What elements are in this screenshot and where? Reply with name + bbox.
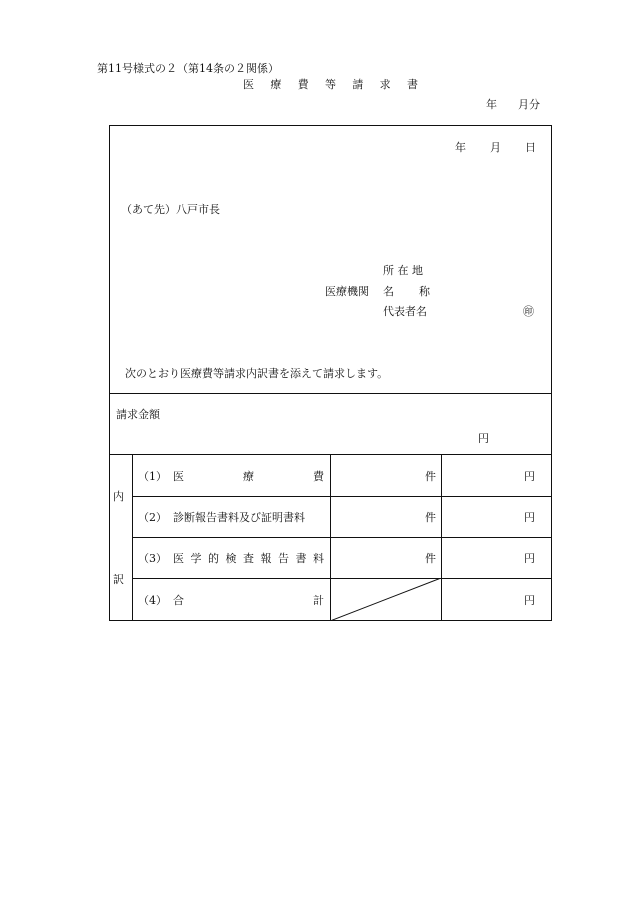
row-3-yen-unit: 円 (524, 552, 535, 565)
label-char: 費 (313, 470, 324, 483)
title-char: 療 (270, 78, 282, 91)
title-char: 医 (243, 78, 254, 91)
row-2-label: 診断報告書料及び証明書料 (173, 511, 305, 524)
row-1-label (173, 471, 324, 482)
breakdown-label-bottom: 訳 (113, 573, 124, 586)
label-char: 学 (190, 552, 202, 565)
title-char: 等 (324, 78, 336, 91)
request-statement: 次のとおり医療費等請求内訳書を添えて請求します。 (125, 367, 389, 380)
title-char: 求 (379, 78, 391, 91)
label-char: 的 (208, 552, 219, 565)
row-4-label (173, 595, 324, 606)
document-title (243, 79, 418, 90)
label-char: 査 (243, 552, 254, 565)
label-char: 検 (225, 552, 237, 565)
row-2-yen-unit: 円 (524, 511, 535, 524)
row-1-yen-unit: 円 (524, 470, 535, 483)
period-month-label: 月分 (518, 98, 540, 111)
representative-label: 代表者名 (383, 305, 427, 318)
row-3-label (173, 553, 324, 564)
addressee: （あて先）八戸市長 (121, 203, 220, 216)
institution-group-label: 医療機関 (325, 285, 369, 298)
label-char: 医 (173, 552, 184, 565)
date-day-label: 日 (525, 141, 536, 154)
row-3-number: （3） (138, 552, 167, 565)
label-char: 合 (173, 594, 184, 607)
period-year-label: 年 (486, 98, 497, 111)
date-month-label: 月 (490, 141, 501, 154)
title-char: 費 (297, 78, 309, 91)
column-divider (132, 454, 133, 621)
name-label-char: 名 (383, 285, 394, 298)
title-char: 書 (406, 78, 418, 91)
form-number: 第11号様式の２（第14条の２関係） (97, 62, 279, 75)
amount-yen-unit: 円 (478, 432, 489, 445)
row-divider (132, 537, 552, 538)
row-1-count-unit: 件 (425, 470, 436, 483)
label-char: 医 (173, 470, 184, 483)
label-char: 書 (295, 552, 307, 565)
label-char: 療 (243, 470, 254, 483)
row-2-number: （2） (138, 511, 167, 524)
row-1-number: （1） (138, 470, 167, 483)
row-divider (132, 496, 552, 497)
seal-mark: ㊞ (523, 305, 534, 318)
address-label: 所 在 地 (383, 264, 423, 277)
diagonal-strike (330, 578, 442, 621)
label-char: 料 (313, 552, 324, 565)
institution-name-label (383, 286, 430, 297)
breakdown-label-top: 内 (113, 490, 124, 503)
row-3-count-unit: 件 (425, 552, 436, 565)
section-divider (109, 393, 552, 394)
label-char: 計 (313, 594, 324, 607)
title-char: 請 (352, 78, 364, 91)
name-label-char: 称 (419, 285, 430, 298)
row-2-count-unit: 件 (425, 511, 436, 524)
label-char: 告 (278, 552, 289, 565)
amount-label: 請求金額 (116, 408, 160, 421)
row-4-yen-unit: 円 (524, 594, 535, 607)
row-4-number: （4） (138, 594, 167, 607)
date-year-label: 年 (455, 141, 466, 154)
label-char: 報 (260, 552, 272, 565)
